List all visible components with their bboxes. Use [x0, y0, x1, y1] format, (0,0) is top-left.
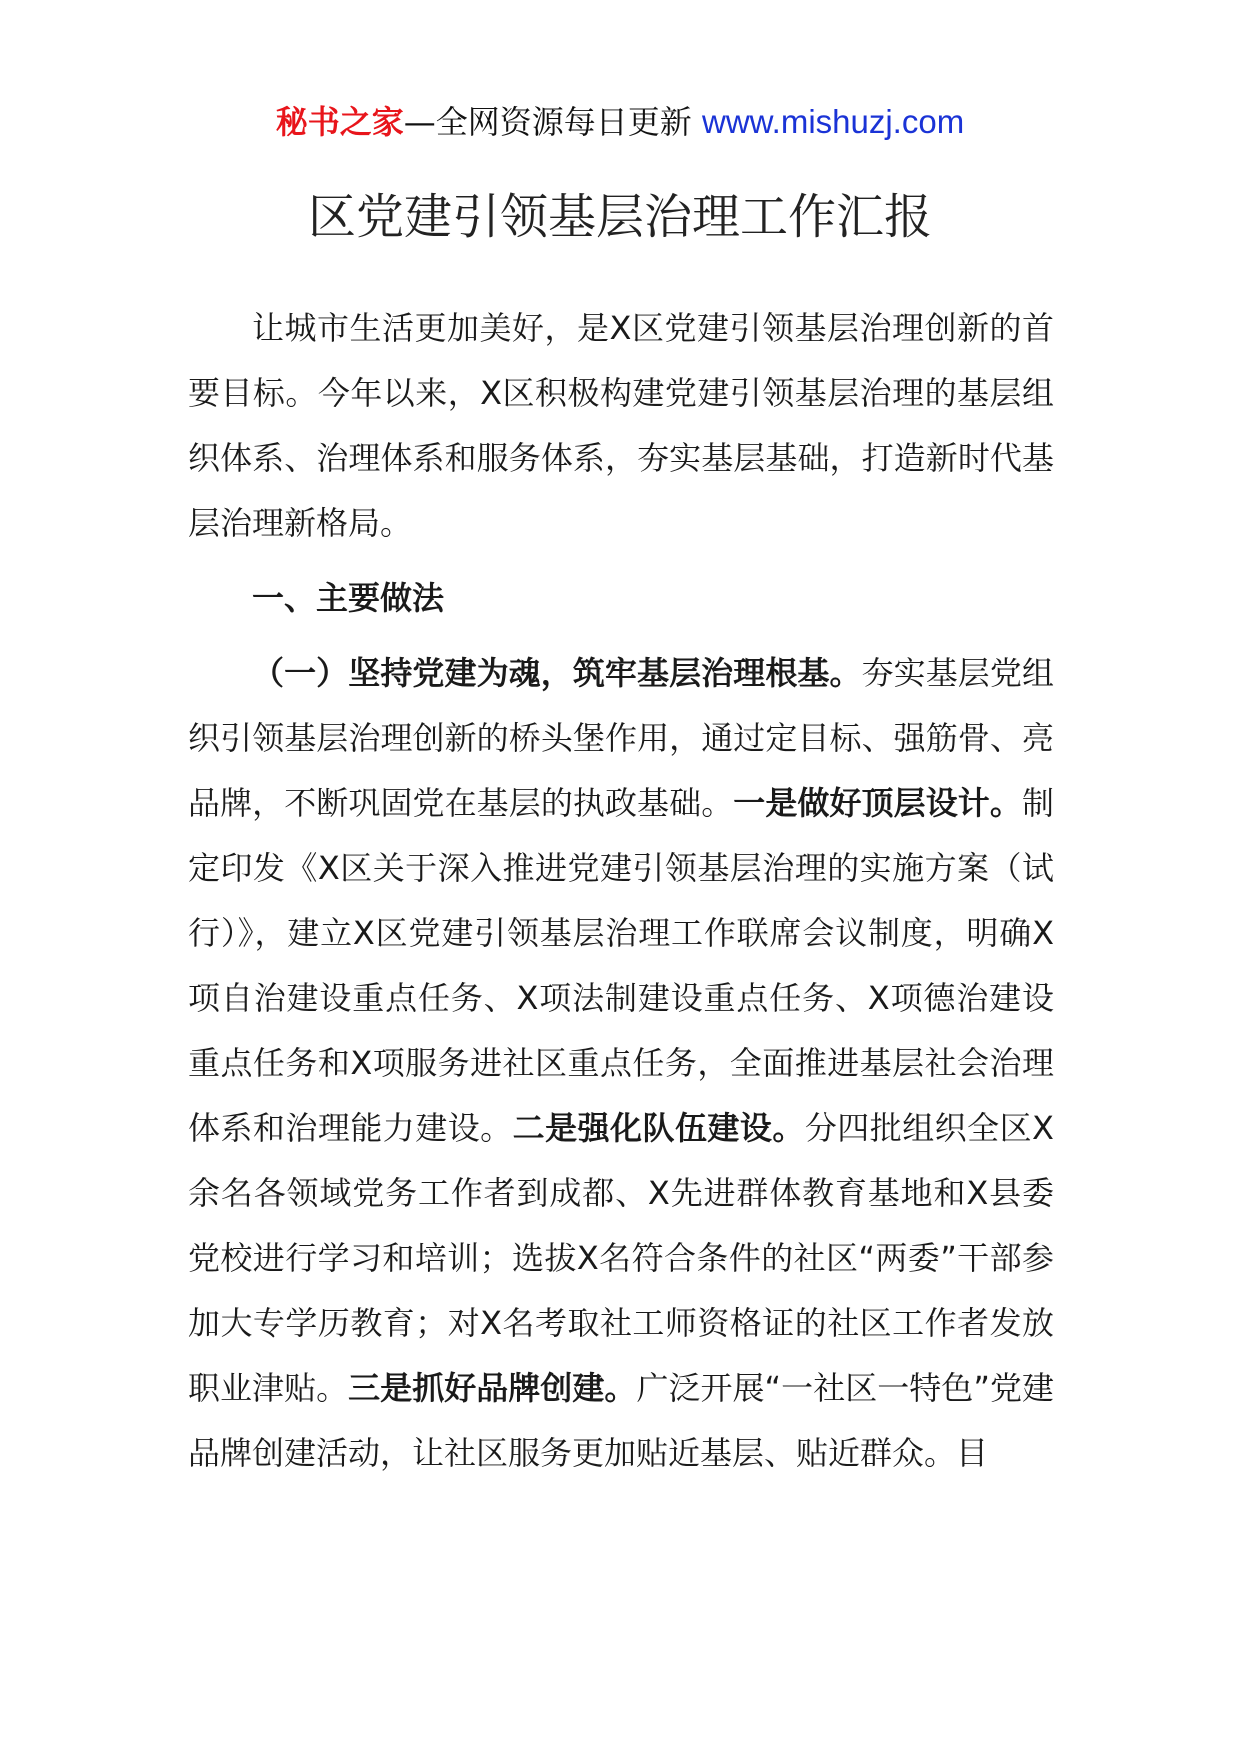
- intro-paragraph: 让城市生活更加美好，是X区党建引领基层治理创新的首要目标。今年以来，X区积极构建党建引领基层治理的基层组织体系、治理体系和服务体系，夯实基层基础，打造新时代基层治理新格局。: [188, 309, 1054, 542]
- section-paragraph: [188, 641, 1054, 1486]
- site-banner: [0, 98, 1240, 146]
- subsection-text: 夯实基层党组织引领基层治理创新的桥头堡作用，通过定目标、强筋骨、亮品牌，不断巩固党在基层的执政基础。: [188, 654, 1054, 822]
- banner-url-link[interactable]: www.mishuzj.com: [701, 103, 965, 140]
- point-1-text: 制定印发《X区关于深入推进党建引领基层治理的实施方案（试行）》，建立X区党建引领基层治理工作联席会议制度，明确X项自治建设重点任务、X项法制建设重点任务、X项德治建设重点任务和X项服务进社区重点任务，全面推进基层社会治理体系和治理能力建设。: [188, 784, 1054, 1147]
- point-2-text: 分四批组织全区X余名各领域党务工作者到成都、X先进群体教育基地和X县委党校进行学习和培训；选拔X名符合条件的社区“两委”干部参加大专学历教育；对X名考取社工师资格证的社区工作者发放职业津贴。: [188, 1109, 1054, 1407]
- point-3-text: 广泛开展“一社区一特色”党建品牌创建活动，让社区服务更加贴近基层、贴近群众。目: [188, 1369, 1054, 1472]
- document-title: 区党建引领基层治理工作汇报: [307, 189, 932, 245]
- section-heading: 一、主要做法: [252, 579, 445, 617]
- document-body: [188, 296, 1054, 1486]
- point-2-title: 二是强化队伍建设。: [512, 1109, 805, 1147]
- subsection-title: （一）坚持党建为魂，筑牢基层治理根基。: [252, 654, 862, 692]
- banner-slogan: —全网资源每日更新: [403, 103, 692, 141]
- point-1-title: 一是做好顶层设计。: [733, 784, 1022, 822]
- point-3-title: 三是抓好品牌创建。: [348, 1369, 637, 1407]
- banner-brand: 秘书之家: [275, 103, 404, 141]
